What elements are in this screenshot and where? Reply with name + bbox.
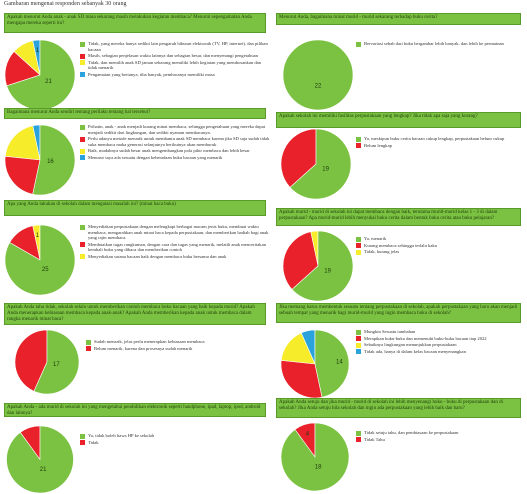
legend-item <box>356 136 516 142</box>
question-box: Apakah sekolah ini memiliki fasilitas perpustakaan yang lengkap? Jika tidak apa saja yang kurang? <box>276 112 521 128</box>
legend-swatch <box>80 137 85 142</box>
pie-value-label: 25 <box>41 267 49 274</box>
pie-value-label: 21 <box>39 467 47 474</box>
legend-item <box>80 60 270 71</box>
question-box: Apa yang Anda lakukan di sekolah dalam mengatasi masalah ini? (minat baca buku) <box>4 200 266 216</box>
question-box: Apakah murid - murid di sekolah ini dapat membaca dengan baik, terutama murid-murid kelas 1 - 3 di dalam perpustakaan? Apa murid-murid lebih menyukai buku cerita dalam bentuk buku cerita atau buku pelajaran? <box>276 208 521 226</box>
legend-label: Menyediakan perpustakaan dengan melengkapi berbagai macam jenis buku, membuat waktu membaca, mengarahkan anak minat baca kepada perpustakaan, dan memberikan hadiah bagi anak yang rajin membaca. <box>88 224 269 241</box>
page-caption: Gambaran mengenai responden sebanyak 30 orang <box>4 1 127 7</box>
legend-swatch <box>80 42 85 47</box>
legend-swatch <box>80 54 85 59</box>
legend-swatch <box>356 343 361 348</box>
pie-chart <box>280 128 352 200</box>
legend-item <box>356 236 516 242</box>
legend-item <box>86 346 270 352</box>
chart-legend <box>356 329 516 355</box>
legend-swatch <box>356 330 361 335</box>
pie-chart <box>280 329 350 399</box>
legend-swatch <box>86 346 91 351</box>
legend-item <box>80 53 270 59</box>
legend-item <box>356 336 516 342</box>
legend-item <box>80 440 270 446</box>
legend-swatch <box>356 243 361 248</box>
question-box: Apakah Anda tahu tidak, sekolah selalu untuk memberikan contoh membaca buku bacaan yang baik kepada murid? Apakah Anda menerapkan kebiasaan membaca kepada anak-anak? Apakah Anda memberikan kepada anak untuk membaca dalam rangka menarik minat baca? <box>4 303 266 325</box>
legend-swatch <box>356 437 361 442</box>
legend-item <box>86 339 270 345</box>
legend-swatch <box>80 125 85 130</box>
legend-label: Tidak, yang mereka hanya sedikit lain pengaruh hiburan elektronik (TV, HP, internet), dan pilihan bacaan <box>88 41 268 52</box>
pie-chart <box>4 224 76 296</box>
legend-swatch <box>356 143 361 148</box>
legend-item <box>80 136 270 147</box>
question-box: Apakah Anda setuju dan jika murid - murid di sekolah ini lebih menyenangi buku - buku di perpustakaan dan di sekolah? Jika Anda setuju bila sekolah dan ingin ada perpustakaan yang lebih baik dan baru? <box>276 398 521 418</box>
legend-label: Menurut saya ada sesuatu dengan keberadaan buku bacaan yang menarik <box>88 154 223 160</box>
legend-swatch <box>80 225 85 230</box>
pie-value-label: 16 <box>47 159 54 166</box>
chart-legend <box>356 236 516 256</box>
question-box: Menurut Anda, bagaimana minat murid - murid sekarang terhadap buku cerita? <box>276 13 521 25</box>
legend-item <box>80 242 270 253</box>
legend-label: Tidak ada, hanya di dalam kelas bacaan menyenangkan <box>364 348 466 354</box>
legend-swatch <box>80 72 85 77</box>
legend-item <box>80 124 270 135</box>
legend-item <box>80 224 270 241</box>
legend-swatch <box>80 242 85 247</box>
pie-value-label: 21 <box>45 79 52 86</box>
legend-item <box>356 349 516 355</box>
pie-value-label: 4 <box>305 431 310 438</box>
legend-swatch <box>80 60 85 65</box>
pie-value-label: 14 <box>336 359 343 366</box>
legend-item <box>356 41 516 47</box>
pie-value-label: 1 <box>35 232 40 239</box>
legend-label: Masih, sebagian penjelasan waktu lainnya dan sebagian besar, dan menyenangi pengetahuan <box>88 53 258 59</box>
legend-label: Tidak Tahu <box>364 436 385 442</box>
legend-item <box>356 430 516 436</box>
legend-swatch <box>356 137 361 142</box>
pie-chart <box>280 422 350 492</box>
legend-label: Mungkin Sesuatu tambahan <box>364 329 416 334</box>
pie-chart <box>14 329 80 395</box>
legend-swatch <box>356 431 361 436</box>
legend-item <box>356 437 516 443</box>
question-box: Apakah Anda - ada murid di sekolah ini yang mengetahui pendidikan elektronik seperti handphone, ipad, laptop, ipod, android dan lainnya? <box>4 403 266 417</box>
pie-slice <box>283 40 353 110</box>
legend-swatch <box>356 42 361 47</box>
legend-label: Membuatkan tugas rangkuman, dengan cara dan tugas yang menarik, melatih anak menceritakan kembali buku yang dibaca dan memberikan contoh <box>88 241 266 253</box>
pie-value-label: 19 <box>324 268 331 275</box>
legend-label: Tidak, kurang jelas <box>364 249 400 255</box>
pie-slice <box>315 330 349 397</box>
pie-chart <box>4 124 76 196</box>
pie-slice <box>281 423 349 491</box>
legend-item <box>356 329 516 335</box>
legend-swatch <box>80 434 85 439</box>
legend-swatch <box>356 250 361 255</box>
pie-chart <box>4 425 76 494</box>
legend-swatch <box>356 349 361 354</box>
pie-value-label: 19 <box>322 166 329 173</box>
question-box: Apakah menurut Anda anak - anak SD masa sekarang masih melakukan kegiatan membaca? Menurut sepengamatan Anda mengapa mereka seperti itu? <box>4 13 266 33</box>
chart-legend <box>80 433 270 446</box>
pie-slice <box>6 426 73 493</box>
chart-legend <box>356 430 516 443</box>
legend-label: Sudah menarik, jelas perlu menerapkan kebiasaan membaca <box>94 339 205 344</box>
legend-item <box>356 243 516 249</box>
pie-chart <box>282 39 354 111</box>
pie-chart <box>4 39 76 111</box>
legend-label: Sebaiknya lingkungan menunjukkan perpustakaan <box>364 342 457 348</box>
legend-label: Tidak, dan memilih anak SD jaman sekarang memiliki lebih kegiatan yang membosankan dan tidak menarik <box>88 59 261 71</box>
legend-label: Baik, mudahnya sudah besar anak mengembangkan pola pikir membaca dan lebih besar <box>88 148 250 154</box>
legend-label: Tidak <box>88 439 99 445</box>
legend-label: Belum menarik, karena dan prosesnya sudah menarik <box>94 345 193 351</box>
legend-item <box>80 254 270 260</box>
legend-swatch <box>80 440 85 445</box>
legend-swatch <box>80 254 85 259</box>
legend-label: Pengamatan yang bertanya, tiba banyak, pembacanya memiliki masa <box>88 71 215 77</box>
legend-label: Ya, tidak boleh bawa HP ke sekolah <box>88 433 155 438</box>
legend-item <box>80 433 270 439</box>
pie-value-label: 18 <box>314 464 322 471</box>
legend-label: Merapikan buku-buku dan memenuhi buku-buku bacaan tiap 2022 <box>364 335 487 341</box>
legend-item <box>80 41 270 52</box>
question-box: Bagaimana menurut Anda sendiri tentang perilaku tentang hal tersebut? <box>4 108 266 119</box>
legend-swatch <box>80 149 85 154</box>
legend-item <box>356 143 516 149</box>
question-box: Jika memang harus membentuk sesuatu tentang perpustakaan di sekolah, apakah perpustakaan yang baru akan menjadi sebuah tempat yang menarik bagi murid-murid yang ingin membaca buku di sekolah? <box>276 303 521 323</box>
pie-chart <box>282 230 354 302</box>
chart-legend <box>356 136 516 149</box>
legend-swatch <box>80 155 85 160</box>
legend-swatch <box>356 237 361 242</box>
legend-item <box>80 72 270 78</box>
legend-item <box>356 249 516 255</box>
legend-label: Ya, menarik <box>364 236 387 241</box>
chart-legend <box>356 41 516 48</box>
legend-item <box>80 155 270 161</box>
legend-label: Menyediakan sarana bacaan baik dengan membaca buku bersama dan anak <box>88 253 227 259</box>
chart-legend <box>80 124 270 162</box>
legend-item <box>80 148 270 154</box>
legend-swatch <box>86 340 91 345</box>
legend-label: Prihatin, anak - anak menjadi kurang minat membaca, sehingga pengetahuan yang mereka dapat menjadi sedikit dari lingkungan, dan sedikit nyaman membacanya. <box>88 124 266 135</box>
chart-legend <box>86 339 270 352</box>
chart-legend <box>80 224 270 261</box>
legend-swatch <box>356 336 361 341</box>
chart-legend <box>80 41 270 79</box>
pie-value-label: 22 <box>314 83 322 90</box>
pie-value-label: 17 <box>53 361 60 368</box>
legend-label: Bervariasi sebab dari buku bergambar lebih banyak, dan lebih ke permainan <box>364 41 504 46</box>
legend-label: Tidak setuju tahu, dan pembiasaan ke perpustakaan <box>364 430 459 435</box>
legend-label: Ya, meskipun buku cerita bacaan cukup lengkap, perpustakaan belum cukup <box>364 136 505 141</box>
legend-label: Belum lengkap <box>364 142 392 148</box>
legend-label: Kurang membaca sehingga terlalu kaku <box>364 242 437 248</box>
legend-label: Perlu adanya metode menarik untuk membantu anak SD membaca karena jika SD saja sudah tidak suka membaca maka generasi selanjutnya berikutnya akan memburuk <box>88 136 270 147</box>
pie-value-label: 1 <box>35 47 40 54</box>
legend-item <box>356 342 516 348</box>
